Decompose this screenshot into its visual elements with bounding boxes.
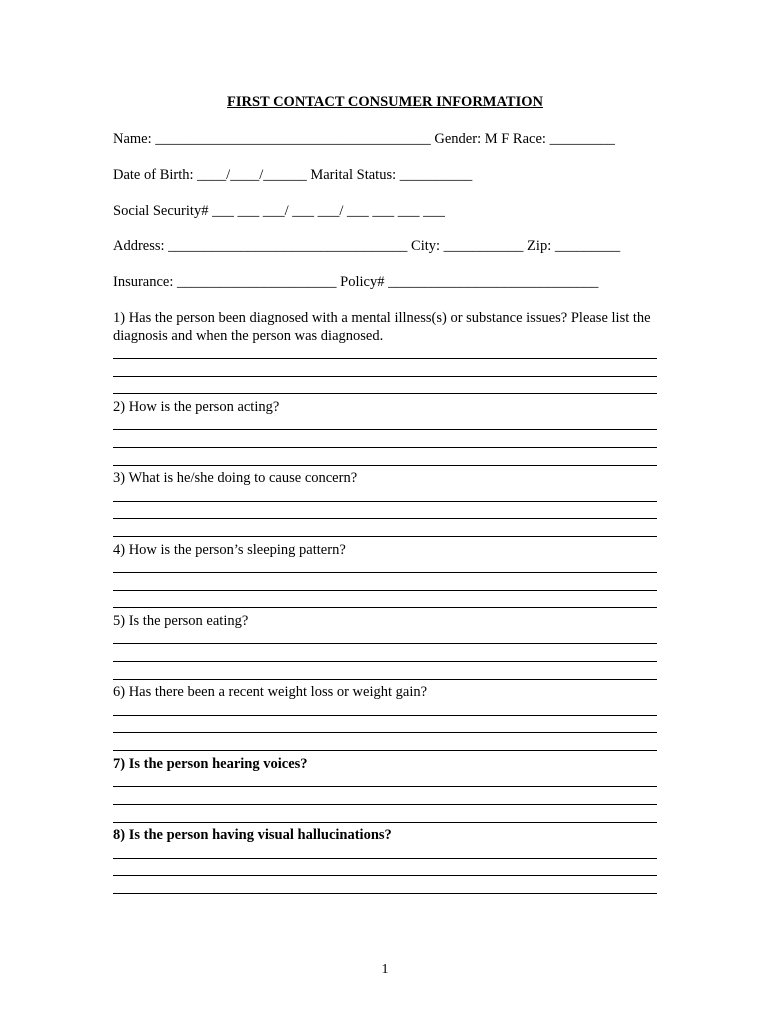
answer-line: [113, 858, 657, 859]
answer-line: [113, 661, 657, 662]
answer-line: [113, 715, 657, 716]
question-3: 3) What is he/she doing to cause concern?: [113, 470, 358, 486]
answer-line: [113, 376, 657, 377]
question-1: 1) Has the person been diagnosed with a mental illness(s) or substance issues? Please list the diagnosis and when the person was diagnosed.: [113, 310, 651, 344]
answer-line: [113, 732, 657, 733]
answer-line: [113, 893, 657, 894]
question-5: 5) Is the person eating?: [113, 613, 249, 629]
question-8: 8) Is the person having visual hallucinations?: [113, 827, 392, 843]
form-title: FIRST CONTACT CONSUMER INFORMATION: [227, 94, 543, 110]
answer-line: [113, 875, 657, 876]
answer-line: [113, 750, 657, 751]
answer-line: [113, 501, 657, 502]
insurance-policy-row: Insurance: ______________________ Policy# _____________________________: [113, 274, 599, 290]
answer-line: [113, 393, 657, 394]
answer-line: [113, 572, 657, 573]
answer-line: [113, 465, 657, 466]
page-number: 1: [381, 962, 389, 977]
answer-line: [113, 590, 657, 591]
social-security-row: Social Security# ___ ___ ___/ ___ ___/ ___ ___ ___ ___: [113, 203, 445, 219]
answer-line: [113, 607, 657, 608]
answer-line: [113, 643, 657, 644]
question-7: 7) Is the person hearing voices?: [113, 756, 308, 772]
answer-line: [113, 679, 657, 680]
answer-line: [113, 786, 657, 787]
question-6: 6) Has there been a recent weight loss or weight gain?: [113, 684, 428, 700]
answer-line: [113, 536, 657, 537]
name-gender-race-row: Name: ______________________________________ Gender: M F Race: _________: [113, 131, 615, 147]
dob-marital-row: Date of Birth: ____/____/______ Marital Status: __________: [113, 167, 473, 183]
answer-line: [113, 429, 657, 430]
answer-line: [113, 518, 657, 519]
answer-line: [113, 447, 657, 448]
question-4: 4) How is the person’s sleeping pattern?: [113, 542, 346, 558]
answer-line: [113, 804, 657, 805]
question-2: 2) How is the person acting?: [113, 399, 280, 415]
answer-line: [113, 358, 657, 359]
address-city-zip-row: Address: _________________________________ City: ___________ Zip: _________: [113, 238, 621, 254]
answer-line: [113, 822, 657, 823]
